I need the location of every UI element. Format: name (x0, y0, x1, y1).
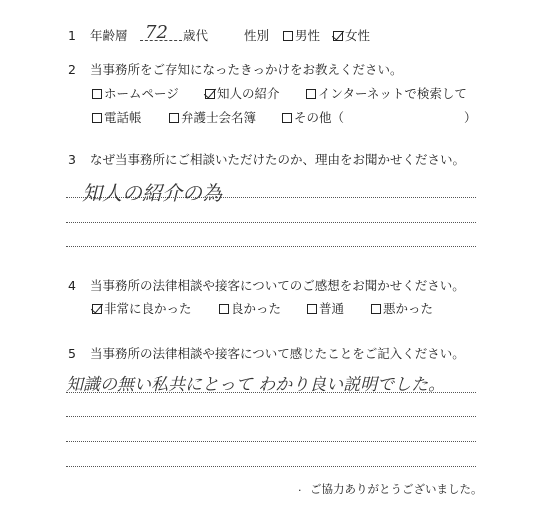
checkbox-male[interactable] (283, 31, 293, 41)
q5-answer-line-1 (66, 392, 476, 393)
gender-label: 性別 (244, 28, 270, 43)
q2-option-homepage[interactable]: ホームページ (92, 87, 179, 101)
age-label: 年齢層 (90, 28, 128, 43)
age-value[interactable]: 72 (145, 22, 168, 43)
checkbox-other[interactable] (282, 113, 292, 123)
q5-answer-line-2 (66, 416, 476, 417)
checkbox-homepage[interactable] (92, 89, 102, 99)
age-underline (140, 40, 182, 41)
checkbox-internet[interactable] (306, 89, 316, 99)
gender-option-male[interactable]: 男性 (283, 29, 320, 43)
footer-thanks: ご協力ありがとうございました。 (310, 482, 483, 496)
q1-number: 1 (68, 28, 76, 43)
q3-answer-line-2 (66, 222, 476, 223)
q2-number: 2 (68, 62, 76, 77)
gender-option-female[interactable]: 女性 (333, 29, 370, 43)
q3-question: なぜ当事務所にご相談いただけたのか、理由をお聞かせください。 (90, 152, 466, 167)
checkbox-referral[interactable] (205, 89, 215, 99)
q2-option-internet[interactable]: インターネットで検索して (306, 87, 467, 101)
q4-option-very-good[interactable]: 非常に良かった (92, 302, 192, 316)
checkbox-average[interactable] (307, 304, 317, 314)
checkbox-bar-directory[interactable] (169, 113, 179, 123)
q5-answer-line-4 (66, 466, 476, 467)
q2-question: 当事務所をご存知になったきっかけをお教えください。 (90, 62, 403, 77)
footer-dot: . (298, 481, 302, 494)
q2-option-phonebook[interactable]: 電話帳 (92, 111, 142, 125)
q5-question: 当事務所の法律相談や接客について感じたことをご記入ください。 (90, 346, 465, 361)
q2-option-bar-directory[interactable]: 弁護士会名簿 (169, 111, 256, 125)
checkbox-phonebook[interactable] (92, 113, 102, 123)
checkbox-female[interactable] (333, 31, 343, 41)
q3-answer[interactable]: 知人の紹介の為 (82, 181, 222, 205)
q2-option-referral[interactable]: 知人の紹介 (205, 87, 280, 101)
q4-number: 4 (68, 278, 76, 293)
checkbox-very-good[interactable] (92, 304, 102, 314)
age-suffix: 歳代 (183, 28, 209, 43)
q3-number: 3 (68, 152, 76, 167)
checkbox-bad[interactable] (371, 304, 381, 314)
q5-number: 5 (68, 346, 76, 361)
q4-option-good[interactable]: 良かった (219, 302, 281, 316)
q3-answer-line-3 (66, 246, 476, 247)
q3-answer-line-1 (66, 197, 476, 198)
q2-option-other[interactable]: その他（ (282, 111, 344, 125)
q4-question: 当事務所の法律相談や接客についてのご感想をお聞かせください。 (90, 278, 465, 293)
q4-option-average[interactable]: 普通 (307, 302, 344, 316)
q2-other-close: ） (464, 110, 477, 125)
q4-option-bad[interactable]: 悪かった (371, 302, 433, 316)
q5-answer-line-3 (66, 441, 476, 442)
q5-answer[interactable]: 知識の無い私共にとって わかり良い説明でした。 (66, 375, 446, 395)
checkbox-good[interactable] (219, 304, 229, 314)
